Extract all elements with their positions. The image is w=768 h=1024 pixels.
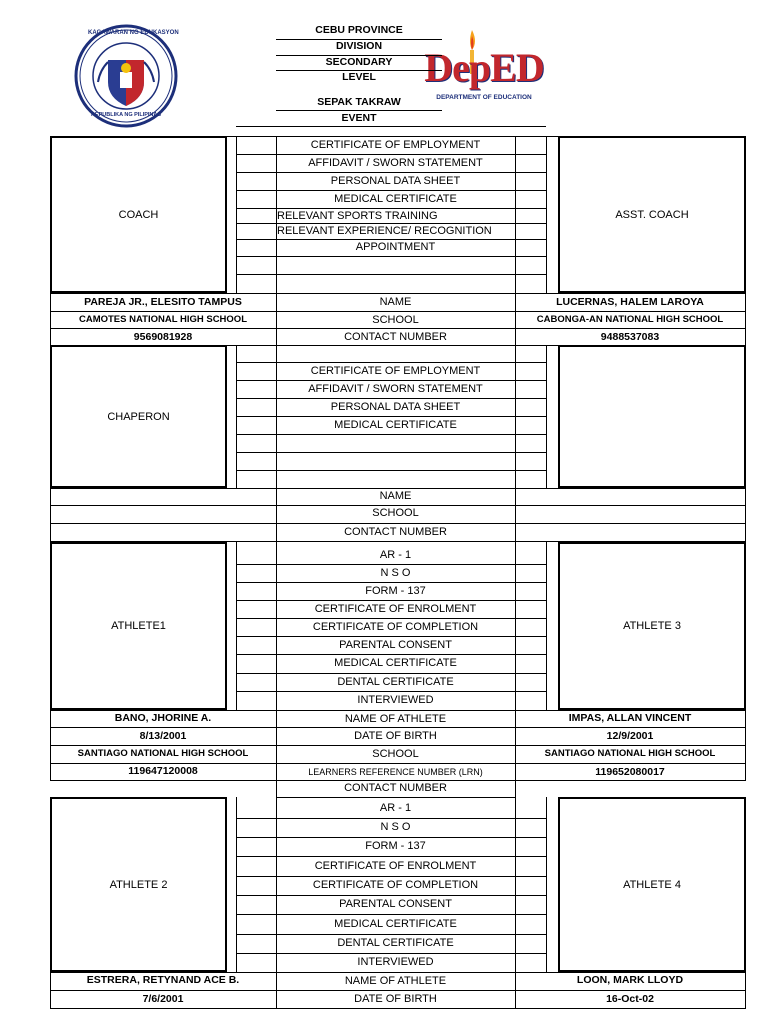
athlete2-req-8: DENTAL CERTIFICATE: [337, 937, 454, 949]
athlete1-req-7: MEDICAL CERTIFICATE: [334, 657, 457, 669]
coach-req-3: PERSONAL DATA SHEET: [330, 175, 461, 187]
chaperon-req-3: PERSONAL DATA SHEET: [330, 401, 461, 413]
athlete4-dob-value: 16-Oct-02: [606, 993, 654, 1005]
coach-name-value: PAREJA JR., ELESITO TAMPUS: [84, 296, 242, 308]
header-line-5: SEPAK TAKRAW: [317, 96, 401, 108]
athlete3-school-value: SANTIAGO NATIONAL HIGH SCHOOL: [544, 748, 716, 759]
athlete1-req-3: FORM - 137: [365, 585, 426, 597]
deped-logo-text: DepED: [424, 45, 544, 90]
asst-coach-contact-value: 9488537083: [600, 331, 660, 343]
athlete2-req-9: INTERVIEWED: [357, 956, 434, 968]
header-line-6: EVENT: [341, 112, 377, 124]
chaperon-contact-label: CONTACT NUMBER: [344, 526, 447, 538]
coach-req-7: APPOINTMENT: [355, 241, 436, 253]
athlete1-photo-box: ATHLETE1: [50, 542, 227, 710]
coach-name-label: NAME: [379, 296, 412, 308]
athlete1-req-8: DENTAL CERTIFICATE: [337, 676, 454, 688]
athlete1-req-2: N S O: [380, 567, 411, 579]
athlete-school-label-1: SCHOOL: [372, 748, 419, 760]
asst-coach-name-value: LUCERNAS, HALEM LAROYA: [556, 296, 704, 308]
athlete4-name-value: LOON, MARK LLOYD: [576, 974, 684, 986]
athlete-name-label-2: NAME OF ATHLETE: [344, 975, 447, 987]
coach-contact-label: CONTACT NUMBER: [344, 331, 447, 343]
chaperon-req-1: CERTIFICATE OF EMPLOYMENT: [310, 365, 481, 377]
athlete1-lrn-value: 119647120008: [128, 765, 198, 777]
asst-coach-school-value: CABONGA-AN NATIONAL HIGH SCHOOL: [536, 314, 724, 325]
coach-req-4: MEDICAL CERTIFICATE: [334, 193, 457, 205]
athlete-contact-label-1: CONTACT NUMBER: [344, 782, 447, 794]
athlete1-req-5: CERTIFICATE OF COMPLETION: [312, 621, 479, 633]
athlete2-req-5: CERTIFICATE OF COMPLETION: [312, 879, 479, 891]
athlete2-req-7: MEDICAL CERTIFICATE: [334, 918, 457, 930]
athlete3-lrn-value: 119652080017: [595, 766, 665, 778]
athlete1-dob-value: 8/13/2001: [139, 730, 187, 742]
header-line-3: SECONDARY: [325, 56, 393, 68]
chaperon-right-photo-box: [558, 345, 746, 488]
athlete1-req-4: CERTIFICATE OF ENROLMENT: [314, 603, 477, 615]
chaperon-req-4: MEDICAL CERTIFICATE: [334, 419, 457, 431]
athlete3-photo-box: ATHLETE 3: [558, 542, 746, 710]
athlete1-req-9: INTERVIEWED: [357, 694, 434, 706]
athlete-dob-label-2: DATE OF BIRTH: [354, 993, 437, 1005]
athlete2-photo-box: ATHLETE 2: [50, 797, 227, 972]
athlete-lrn-label-1: LEARNERS REFERENCE NUMBER (LRN): [308, 767, 483, 777]
coach-school-value: CAMOTES NATIONAL HIGH SCHOOL: [78, 314, 247, 325]
coach-req-1: CERTIFICATE OF EMPLOYMENT: [310, 139, 481, 151]
athlete4-photo-box: ATHLETE 4: [558, 797, 746, 972]
athlete2-req-6: PARENTAL CONSENT: [339, 898, 452, 910]
header-line-2: DIVISION: [335, 40, 383, 52]
athlete3-name-value: IMPAS, ALLAN VINCENT: [568, 712, 692, 724]
coach-req-6: RELEVANT EXPERIENCE/ RECOGNITION: [277, 225, 492, 237]
coach-contact-value: 9569081928: [133, 331, 193, 343]
athlete2-req-3: FORM - 137: [365, 840, 426, 852]
athlete1-name-value: BANO, JHORINE A.: [114, 712, 212, 724]
coach-req-5: RELEVANT SPORTS TRAINING: [277, 210, 438, 222]
seal-text-bottom: REPUBLIKA NG PILIPINAS: [90, 112, 162, 118]
athlete1-req-1: AR - 1: [379, 549, 412, 561]
athlete2-req-2: N S O: [380, 821, 411, 833]
chaperon-req-2: AFFIDAVIT / SWORN STATEMENT: [308, 383, 483, 395]
athlete2-req-4: CERTIFICATE OF ENROLMENT: [314, 860, 477, 872]
chaperon-name-label: NAME: [379, 490, 412, 502]
athlete1-req-6: PARENTAL CONSENT: [339, 639, 452, 651]
asst-coach-photo-box: ASST. COACH: [558, 136, 746, 293]
deped-subtitle: DEPARTMENT OF EDUCATION: [436, 94, 532, 101]
seal-text-top: KAGAWARAN NG EDUKASYON: [88, 30, 179, 36]
header-line-1: CEBU PROVINCE: [315, 24, 403, 36]
coach-photo-box: COACH: [50, 136, 227, 293]
athlete1-school-value: SANTIAGO NATIONAL HIGH SCHOOL: [77, 748, 249, 759]
header-line-4: LEVEL: [342, 71, 376, 83]
chaperon-school-label: SCHOOL: [372, 507, 419, 519]
athlete-dob-label-1: DATE OF BIRTH: [354, 730, 437, 742]
athlete2-dob-value: 7/6/2001: [142, 993, 184, 1005]
coach-req-2: AFFIDAVIT / SWORN STATEMENT: [308, 157, 483, 169]
athlete2-req-1: AR - 1: [379, 802, 412, 814]
athlete2-name-value: ESTRERA, RETYNAND ACE B.: [86, 974, 240, 986]
athlete3-dob-value: 12/9/2001: [606, 730, 654, 742]
coach-school-label: SCHOOL: [372, 314, 419, 326]
athlete-name-label-1: NAME OF ATHLETE: [344, 713, 447, 725]
chaperon-photo-box: CHAPERON: [50, 345, 227, 488]
